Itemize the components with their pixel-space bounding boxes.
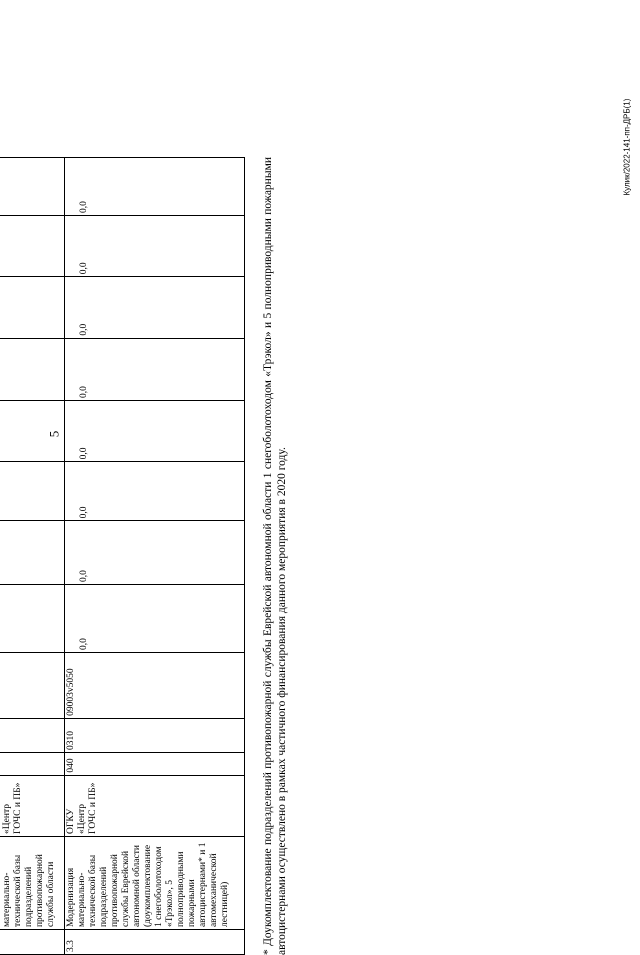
value-cell [0, 521, 65, 585]
executor: «Центр ГОЧС и ПБ» [0, 775, 65, 836]
document-code: Кулик/2022-141-пп-ДРБ(1) [622, 98, 632, 196]
table-row [65, 158, 245, 955]
value-cell: 0,0 [65, 158, 245, 216]
code-target [0, 653, 65, 719]
value-cell: 0,0 [65, 584, 245, 652]
table-row [0, 158, 65, 955]
value-cell: 0,0 [65, 462, 245, 521]
row-number [0, 930, 65, 955]
activity-name: Модернизация материально-технической базы подразделений противопожарной службы Еврейской автономной области (доукомплектование 1 снегоболотоходом «Трэкол», 5 полноприводными пожарными автоцистернами* и 1 автомеханической лестницей) [65, 836, 245, 929]
value-cell [0, 216, 65, 277]
row-number: 3.3 [65, 930, 245, 955]
code-target: 09003v5050 [65, 653, 245, 719]
value-cell [0, 158, 65, 216]
value-cell: 0,0 [65, 338, 245, 400]
code-section: 0310 [65, 718, 245, 752]
code-grbs: 040 [65, 752, 245, 775]
rotated-table-sheet [0, 157, 288, 955]
value-cell [0, 584, 65, 652]
code-grbs [0, 752, 65, 775]
value-cell [0, 462, 65, 521]
value-cell: 0,0 [65, 521, 245, 585]
code-section [0, 718, 65, 752]
value-cell: 0,0 [65, 216, 245, 277]
activity-name: материально-технической базы подразделений противопожарной службы области [0, 836, 65, 929]
value-cell [0, 401, 65, 462]
footnote: * Доукомплектование подразделений противопожарной службы Еврейской автономной области 1 снегоболотоходом «Трэкол» и 5 полноприводными пожарными автоцистернами осуществлено в рамках частичного финансирования данного мероприятия в 2020 году. [262, 157, 288, 955]
page-number: 5 [46, 430, 62, 438]
value-cell [0, 277, 65, 338]
value-cell [0, 338, 65, 400]
value-cell: 0,0 [65, 277, 245, 338]
program-activities-table [0, 157, 245, 955]
executor: ОГКУ «Центр ГОЧС и ПБ» [65, 775, 245, 836]
value-cell: 0,0 [65, 401, 245, 462]
